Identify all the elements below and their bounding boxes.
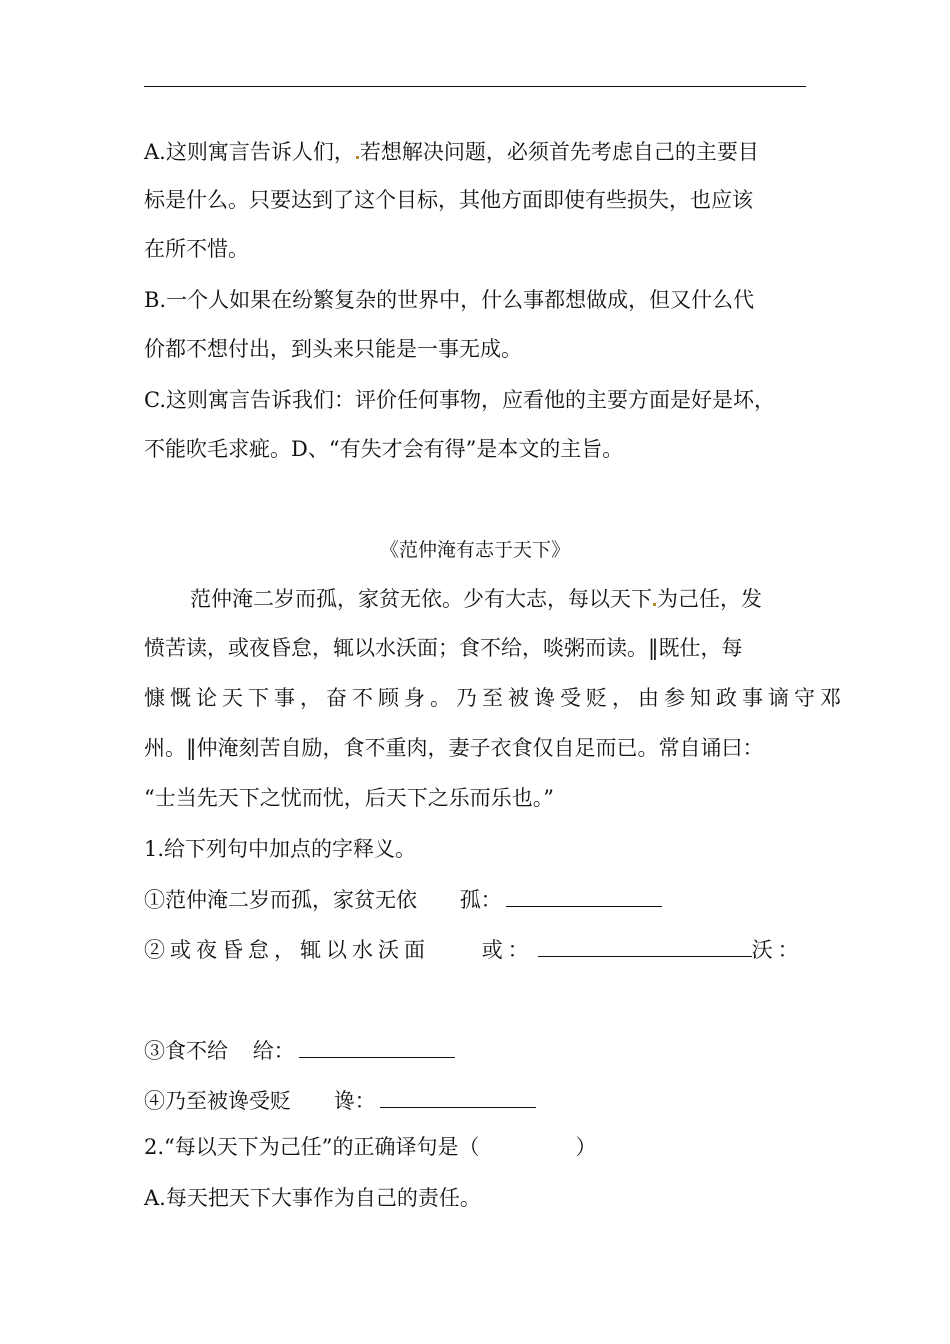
q1-item-2-text: ②或夜昏怠，辄以水沃面 — [144, 938, 430, 962]
article-paragraph-line-1 — [190, 584, 762, 614]
q1-item-3-answer-blank[interactable] — [299, 1035, 455, 1058]
q1-item-1-answer-blank[interactable] — [506, 884, 662, 907]
option-a-line-2: 标是什么。只要达到了这个目标，其他方面即使有些损失，也应该 — [144, 188, 753, 212]
question-1-item-1 — [144, 884, 662, 915]
q1-item-3-text: ③食不给 — [144, 1039, 228, 1063]
article-line-1-end: 为己任，发 — [657, 587, 762, 611]
option-b-line-1: B.一个人如果在纷繁复杂的世界中，什么事都想做成，但又什么代 — [144, 288, 755, 312]
article-paragraph-line-3: 慷慨论天下事，奋不顾身。乃至被谗受贬，由参知政事谪守邓 — [144, 686, 846, 710]
q1-item-1-text: ①范仲淹二岁而孤，家贫无依 — [144, 888, 417, 912]
q1-item-2-answer-blank[interactable] — [538, 934, 752, 957]
option-c-line-2: 不能吹毛求疵。D、“有失才会有得”是本文的主旨。 — [144, 437, 624, 461]
q2-close-paren: ） — [575, 1135, 597, 1159]
option-a-text-start: A.这则寓言告诉人们， — [144, 140, 355, 164]
question-1-prompt: 1.给下列句中加点的字释义。 — [144, 837, 417, 861]
q1-item-4-label: 谗： — [333, 1089, 376, 1113]
question-1-item-3 — [144, 1035, 455, 1066]
option-c-line-1: C.这则寓言告诉我们：评价任何事物，应看他的主要方面是好是坏， — [144, 388, 775, 412]
q1-item-2-label: 或： — [481, 938, 534, 962]
article-paragraph-line-2: 愤苦读，或夜昏怠，辄以水沃面；食不给，啖粥而读。‖既仕，每 — [144, 636, 743, 660]
option-a-line-3: 在所不惜。 — [144, 237, 249, 261]
q1-item-2-label-2: 沃： — [751, 938, 804, 962]
q2-text: 2.“每以天下为己任”的正确译句是（ — [144, 1135, 480, 1159]
question-2-prompt — [144, 1132, 597, 1162]
article-line-1-start: 范仲淹二岁而孤，家贫无依。少有大志，每以天下 — [190, 587, 652, 611]
article-paragraph-line-5: “士当先天下之忧而忧，后天下之乐而乐也。” — [144, 786, 554, 810]
article-title: 《范仲淹有志于天下》 — [379, 539, 570, 561]
q1-item-1-label: 孤： — [459, 888, 502, 912]
option-b-line-2: 价都不想付出，到头来只能是一事无成。 — [144, 337, 522, 361]
emphasis-dot-icon — [653, 603, 656, 606]
q1-item-3-label: 给： — [252, 1039, 295, 1063]
option-a-text-rest: 若想解决问题，必须首先考虑自己的主要目 — [359, 140, 759, 164]
question-1-item-2 — [144, 934, 804, 965]
question-1-item-4 — [144, 1085, 536, 1116]
header-rule — [144, 86, 806, 87]
emphasis-dot-icon — [356, 156, 359, 159]
q1-item-4-text: ④乃至被谗受贬 — [144, 1089, 291, 1113]
option-a-line-1 — [144, 137, 759, 167]
question-2-option-a: A.每天把天下大事作为自己的责任。 — [144, 1186, 481, 1210]
q1-item-4-answer-blank[interactable] — [380, 1085, 536, 1108]
article-paragraph-line-4: 州。‖仲淹刻苦自励，食不重肉，妻子衣食仅自足而已。常自诵曰： — [144, 736, 764, 760]
